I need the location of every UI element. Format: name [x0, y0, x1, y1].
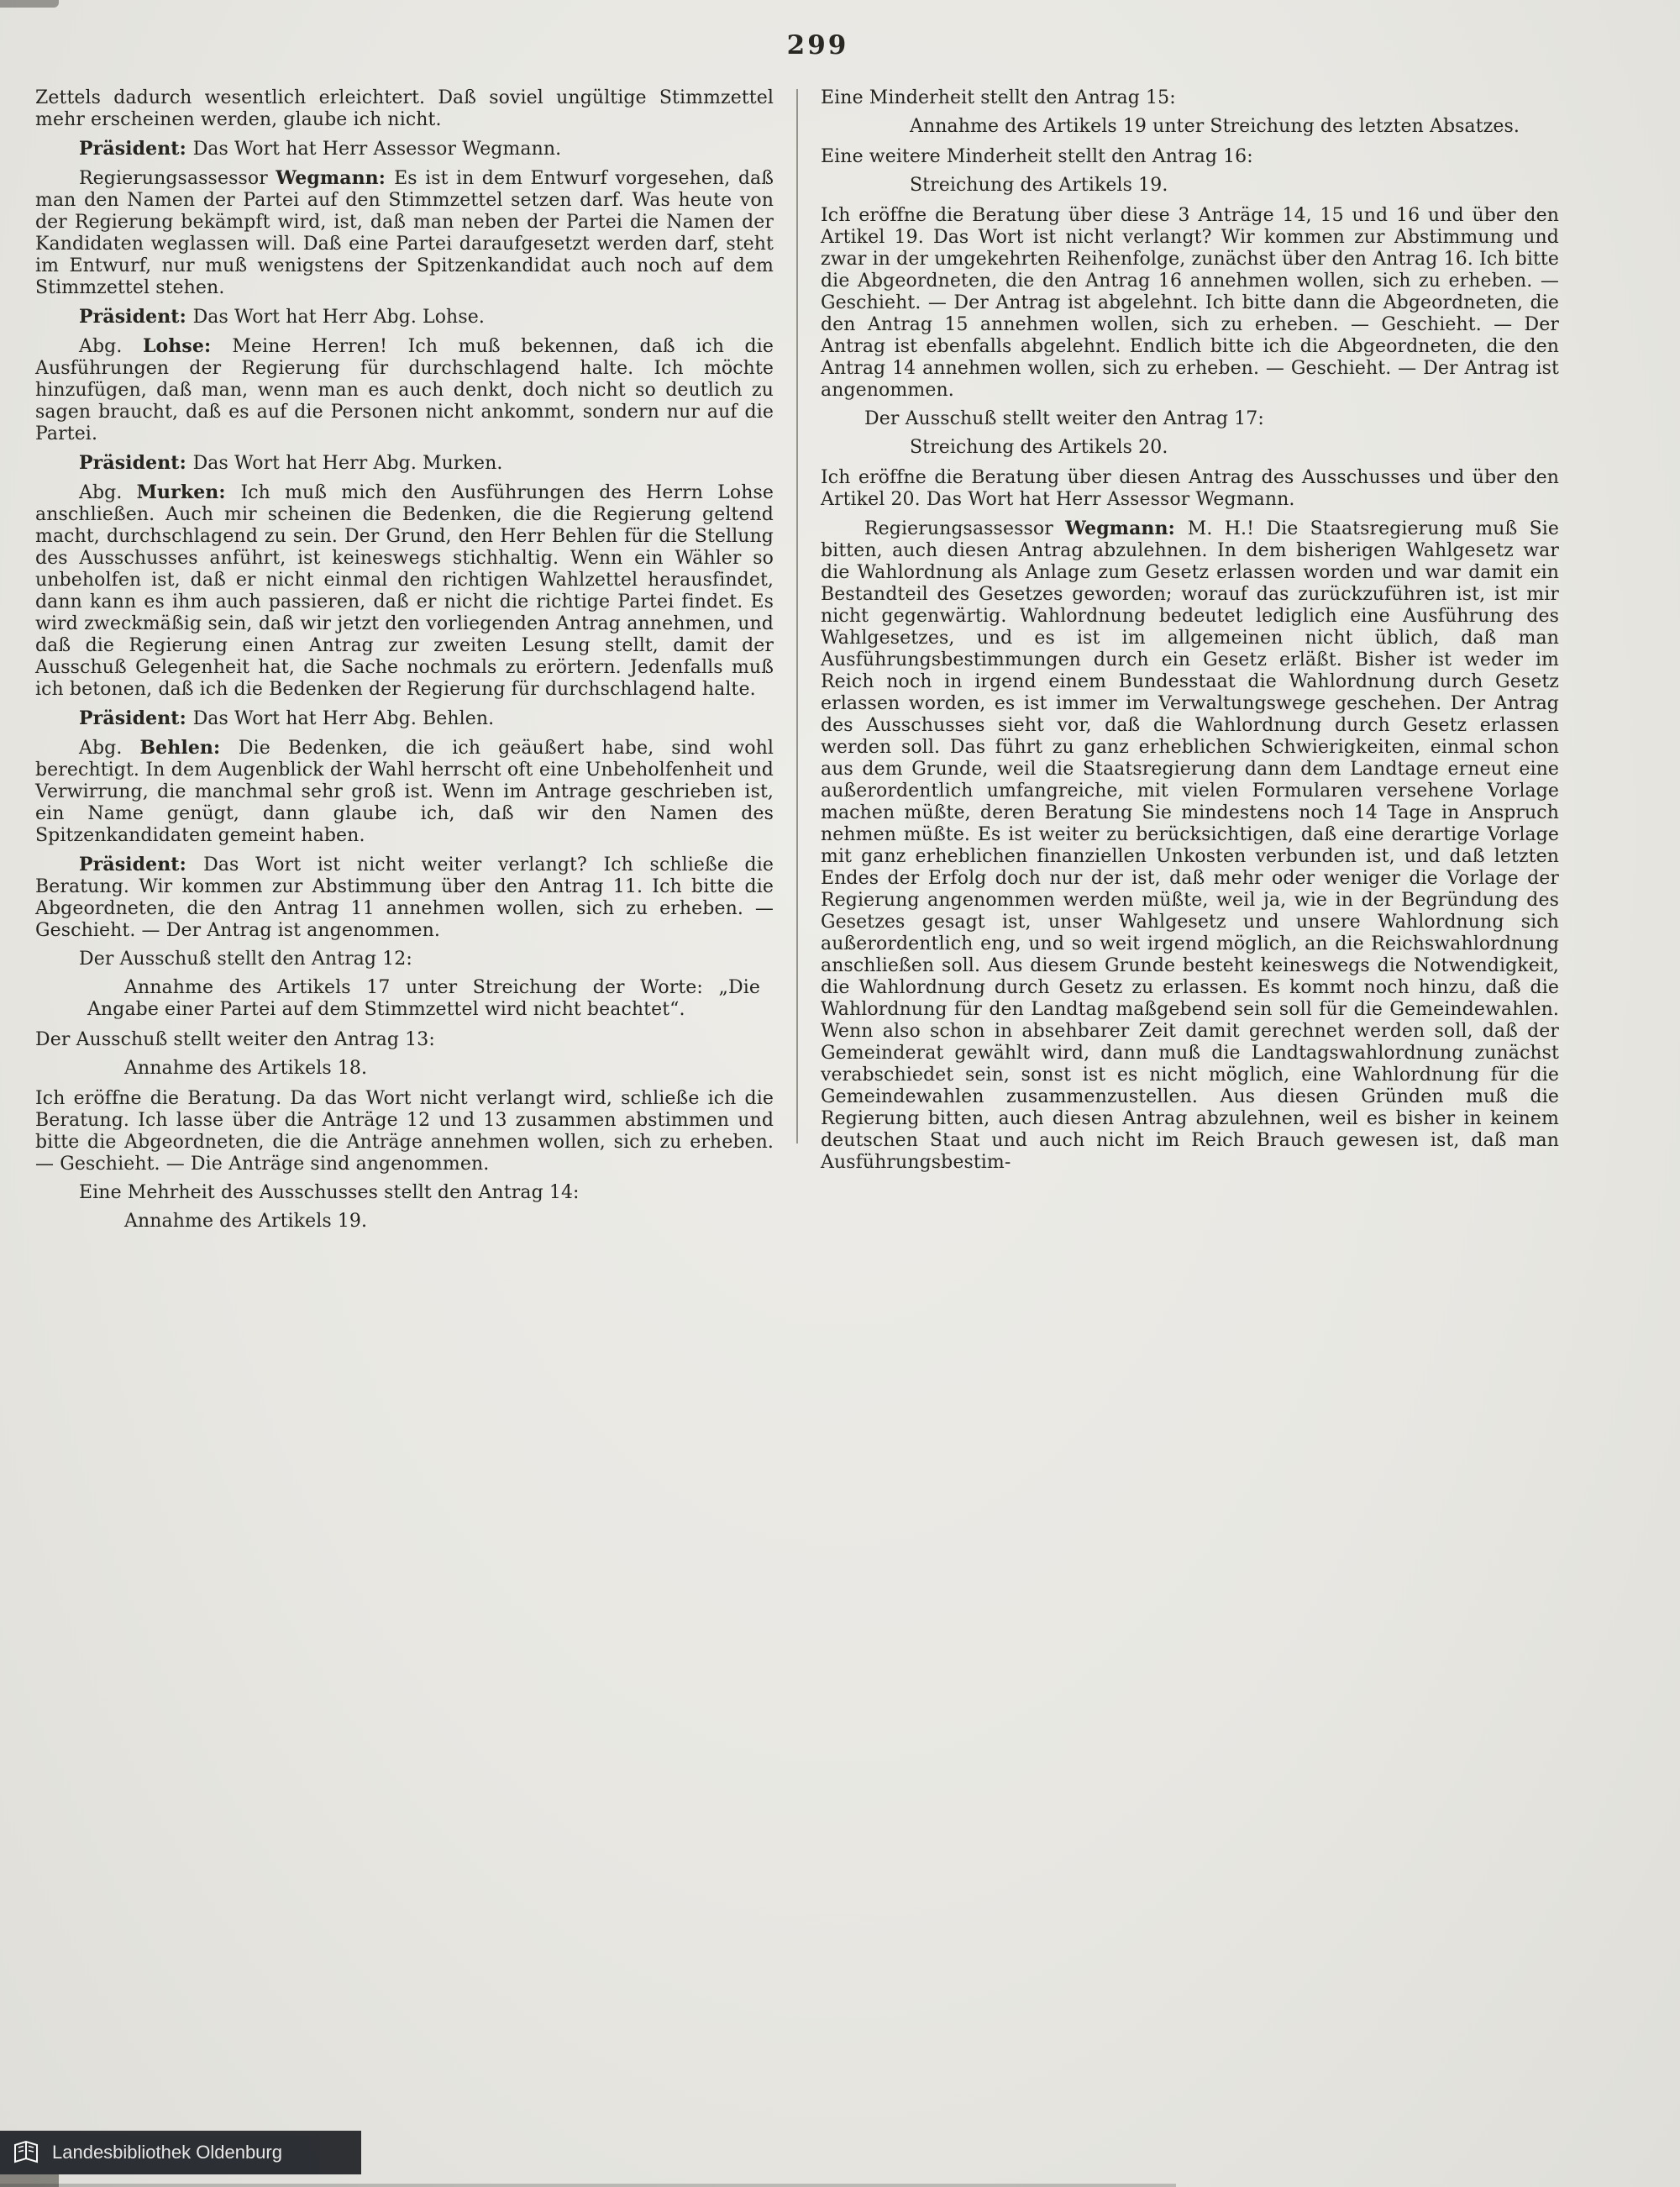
- paragraph: [35, 1182, 774, 1204]
- paragraph: [35, 737, 774, 847]
- text-run: Das Wort ist nicht weiter verlangt? Ich schließe die Beratung. Wir kommen zur Abstimmung über den Antrag 11. Ich bitte die Abgeordneten, die den Antrag 11 annehmen wollen, sich zu erheben. — Geschieht. — Der Antrag ist angenommen.: [35, 854, 774, 941]
- library-logo-icon: [12, 2138, 40, 2167]
- text-run: Eine Mehrheit des Ausschusses stellt den Antrag 14:: [79, 1182, 580, 1203]
- text-run: Die Bedenken, die ich geäußert habe, sind wohl berechtigt. In dem Augenblick der Wahl herrscht oft eine Unbeholfenheit und Verwirrung, die manchmal sehr groß ist. Wenn im Antrage geschrieben ist, ein Name genügt, dann glaube ich, daß wir den Namen des Spitzenkandidaten gemeint haben.: [35, 738, 774, 846]
- speaker-name: Präsident:: [79, 306, 193, 328]
- page-number: 299: [786, 30, 849, 60]
- paragraph: [35, 1088, 774, 1175]
- text-run: Abg.: [79, 482, 137, 503]
- paragraph: [35, 306, 774, 329]
- paragraph: [35, 335, 774, 445]
- text-run: Streichung des Artikels 20.: [910, 437, 1168, 458]
- watermark-label: Landesbibliothek Oldenburg: [52, 2142, 282, 2163]
- speaker-name: Lohse:: [142, 335, 233, 357]
- text-run: Annahme des Artikels 19 unter Streichung des letzten Absatzes.: [910, 116, 1520, 137]
- paragraph: [35, 87, 774, 131]
- text-columns: [35, 87, 1600, 1241]
- text-run: Der Ausschuß stellt den Antrag 12:: [79, 949, 412, 970]
- paragraph: [821, 205, 1559, 402]
- paragraph: [35, 481, 774, 701]
- speaker-name: Präsident:: [79, 707, 193, 729]
- speaker-name: Wegmann:: [276, 167, 395, 189]
- text-run: Zettels dadurch wesentlich erleichtert. Daß soviel ungültige Stimmzettel mehr erscheinen werden, glaube ich nicht.: [35, 87, 774, 130]
- text-run: Annahme des Artikels 19.: [124, 1211, 368, 1232]
- speaker-name: Präsident:: [79, 452, 193, 474]
- motion-text: [87, 1211, 760, 1233]
- text-run: Das Wort hat Herr Abg. Behlen.: [192, 708, 495, 729]
- left-column: [35, 87, 796, 1241]
- text-run: Das Wort hat Herr Assessor Wegmann.: [192, 139, 562, 160]
- text-run: Das Wort hat Herr Abg. Murken.: [192, 453, 503, 474]
- paragraph: [821, 467, 1559, 511]
- motion-text: [87, 977, 760, 1021]
- speaker-name: Präsident:: [79, 138, 193, 160]
- motion-text: [873, 116, 1546, 138]
- text-run: Ich eröffne die Beratung über diesen Antrag des Ausschusses und über den Artikel 20. Das Wort hat Herr Assessor Wegmann.: [821, 467, 1559, 510]
- text-run: M. H.! Die Staatsregierung muß Sie bitten, auch diesen Antrag abzulehnen. In dem bisherigen Wahlgesetz war die Wahlordnung als Anlage zum Gesetz erlassen worden und war damit ein Bestandteil des Gesetzes geworden; worauf das zurückzuführen ist, ist mir nicht gegenwärtig. Wahlordnung bedeutet lediglich eine Ausführung des Wahlgesetzes, und es ist im allgemeinen nicht üblich, daß man Ausführungsbestimmungen durch ein Gesetz erläßt. Bisher ist weder im Reich noch in irgend einem Bundesstaat die Wahlordnung durch Gesetz erlassen worden, es ist immer im Verwaltungswege geschehen. Der Antrag des Ausschusses sieht vor, daß die Wahlordnung durch Gesetz erlassen werden soll. Das führt zu ganz erheblichen Schwierigkeiten, einmal schon aus dem Grunde, weil die Staatsregierung dann dem Landtage erneut eine außerordentlich umfangreiche, mit vielen Formularen versehene Vorlage machen müßte, deren Beratung Sie mindestens noch 14 Tage in Anspruch nehmen müßte. Es ist weiter zu berücksichtigen, daß eine derartige Vorlage mit ganz erheblichen finanziellen Unkosten verbunden ist, und daß letzten Endes der Erfolg doch nur der ist, daß mehr oder weniger die Vorlage der Regierung angenommen werden müßte, weil ja, wie in der Begründung des Gesetzes gesagt ist, unser Wahlgesetz und unsere Wahlordnung sich außerordentlich eng, und so weit irgend möglich, an die Reichswahlordnung anschließen soll. Aus diesem Grunde besteht keineswegs die Notwendigkeit, die Wahlordnung durch Gesetz zu erlassen. Es kommt noch hinzu, daß die Wahlordnung für den Landtag maßgebend sein soll für die Gemeindewahlen. Wenn also schon in absehbarer Zeit damit gerechnet werden soll, daß der Gemeinderat gewählt wird, dann muß die Landtagswahlordnung zunächst verabschiedet sein, sonst ist es nicht möglich, eine Wahlordnung für die Gemeindewahlen zusammenzustellen. Aus diesen Gründen muß die Regierung bitten, auch diesen Antrag abzulehnen, weil es bisher in keinem deutschen Staat und auch nicht im Reich Brauch gewesen ist, daß man Ausführungsbestim-: [821, 518, 1560, 1173]
- library-watermark: [0, 2131, 361, 2174]
- text-run: Regierungsassessor: [864, 518, 1066, 539]
- text-run: Streichung des Artikels 19.: [910, 175, 1168, 196]
- paragraph: [35, 452, 774, 475]
- paragraph: [821, 146, 1559, 168]
- text-run: Der Ausschuß stellt weiter den Antrag 17:: [864, 408, 1264, 429]
- text-run: Abg.: [79, 336, 143, 357]
- speaker-name: Behlen:: [139, 737, 239, 759]
- text-run: Eine weitere Minderheit stellt den Antrag 16:: [821, 146, 1253, 167]
- paragraph: [35, 854, 774, 942]
- text-run: Ich eröffne die Beratung über diese 3 Anträge 14, 15 und 16 und über den Artikel 19. Das Wort ist nicht verlangt? Wir kommen zur Abstimmung und zwar in der umgekehrten Reihenfolge, zunächst über den Antrag 16. Ich bitte die Abgeordneten, die den Antrag 16 annehmen wollen, sich zu erheben. — Geschieht. — Der Antrag ist abgelehnt. Ich bitte dann die Abgeordneten, die den Antrag 15 annehmen wollen, sich zu erheben. — Geschieht. — Der Antrag ist ebenfalls abgelehnt. Endlich bitte ich die Abgeordneten, die den Antrag 14 annehmen wollen, sich zu erheben. — Geschieht. — Der Antrag ist angenommen.: [821, 205, 1559, 401]
- text-run: Es ist in dem Entwurf vorgesehen, daß man den Namen der Partei auf den Stimmzettel setzen darf. Was heute von der Regierung bekämpft wird, ist, daß man neben der Partei die Namen der Kandidaten weglassen will. Daß eine Partei daraufgesetzt werden darf, steht im Entwurf, nur muß wenigstens der Spitzenkandidat auch noch auf dem Stimmzettel stehen.: [35, 168, 774, 298]
- text-run: Abg.: [79, 738, 140, 759]
- motion-text: [873, 175, 1546, 197]
- text-run: Eine Minderheit stellt den Antrag 15:: [821, 87, 1176, 108]
- text-run: Der Ausschuß stellt weiter den Antrag 13:: [35, 1029, 435, 1050]
- paragraph: [35, 138, 774, 160]
- right-column: [798, 87, 1559, 1180]
- paragraph: [821, 87, 1559, 109]
- text-run: Annahme des Artikels 18.: [124, 1058, 368, 1079]
- text-run: Meine Herren! Ich muß bekennen, daß ich die Ausführungen der Regierung für durchschlagend halte. Ich möchte hinzufügen, daß man, wenn man es auch denkt, doch nicht so deutlich zu sagen braucht, daß es auf die Personen nicht ankommt, sondern nur auf die Partei.: [35, 336, 774, 444]
- scan-artifact: [0, 2184, 1176, 2187]
- motion-text: [87, 1058, 760, 1080]
- paragraph: [821, 408, 1559, 430]
- speaker-name: Murken:: [136, 481, 241, 503]
- scan-artifact: [0, 0, 59, 8]
- text-run: Ich muß mich den Ausführungen des Herrn Lohse anschließen. Auch mir scheinen die Bedenken, die die Regierung geltend macht, durchschlagend zu sein. Der Grund, den Herr Behlen für die Stellung des Ausschusses anführt, ist keineswegs stichhaltig. Wenn ein Wähler so unbeholfen ist, daß er nicht einmal den richtigen Wahlzettel herausfindet, dann kann es ihm auch passieren, daß er nicht die richtige Partei findet. Es wird zweckmäßig sein, daß wir jetzt den vorliegenden Antrag annehmen, und daß die Regierung einen Antrag zur zweiten Lesung stellt, damit der Ausschuß Gelegenheit hat, die Sache nochmals zu erörtern. Jedenfalls muß ich betonen, daß ich die Bedenken der Regierung für durchschlagend halte.: [35, 482, 774, 700]
- paragraph: [821, 518, 1559, 1174]
- text-run: Das Wort hat Herr Abg. Lohse.: [192, 307, 485, 328]
- paragraph: [35, 949, 774, 970]
- text-run: Annahme des Artikels 17 unter Streichung der Worte: „Die Angabe einer Partei auf dem Stimmzettel wird nicht beachtet“.: [87, 977, 760, 1020]
- paragraph: [35, 707, 774, 730]
- text-run: Ich eröffne die Beratung. Da das Wort nicht verlangt wird, schließe ich die Beratung. Ich lasse über die Anträge 12 und 13 zusammen abstimmen und bitte die Abgeordneten, die die Anträge annehmen wollen, sich zu erheben. — Geschieht. — Die Anträge sind angenommen.: [35, 1088, 774, 1175]
- speaker-name: Präsident:: [79, 854, 204, 875]
- text-run: Regierungsassessor: [79, 168, 276, 189]
- paragraph: [35, 1029, 774, 1051]
- paragraph: [35, 167, 774, 299]
- motion-text: [873, 437, 1546, 459]
- speaker-name: Wegmann:: [1065, 518, 1188, 539]
